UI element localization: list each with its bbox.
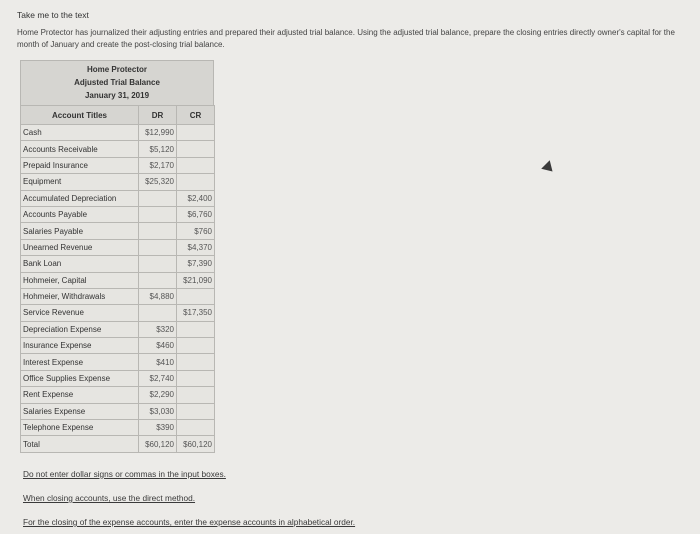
table-row <box>21 272 215 288</box>
dr-cell <box>139 190 177 206</box>
total-cr: $60,120 <box>177 436 215 452</box>
table-row <box>21 420 215 436</box>
trial-balance-table <box>20 105 215 453</box>
account-cell: Depreciation Expense <box>21 321 139 337</box>
table-row <box>21 223 215 239</box>
cr-cell: $4,370 <box>177 239 215 255</box>
account-cell: Office Supplies Expense <box>21 370 139 386</box>
cr-cell <box>177 370 215 386</box>
account-cell: Telephone Expense <box>21 420 139 436</box>
table-row <box>21 190 215 206</box>
table-row <box>21 239 215 255</box>
cr-cell <box>177 403 215 419</box>
cr-cell: $2,400 <box>177 190 215 206</box>
account-cell: Insurance Expense <box>21 338 139 354</box>
cr-cell <box>177 125 215 141</box>
dr-cell: $4,880 <box>139 288 177 304</box>
table-row <box>21 305 215 321</box>
col-header-dr: DR <box>139 106 177 125</box>
dr-cell <box>139 223 177 239</box>
account-cell: Accounts Payable <box>21 206 139 222</box>
note-direct-method: When closing accounts, use the direct method. <box>23 493 196 503</box>
table-row <box>21 370 215 386</box>
table-row <box>21 157 215 173</box>
account-cell: Service Revenue <box>21 305 139 321</box>
account-cell: Accumulated Depreciation <box>21 190 139 206</box>
cr-cell <box>177 387 215 403</box>
table-row <box>21 206 215 222</box>
cr-cell: $17,350 <box>177 305 215 321</box>
account-cell: Equipment <box>21 174 139 190</box>
dr-cell: $2,170 <box>139 157 177 173</box>
cr-cell <box>177 338 215 354</box>
dr-cell <box>139 239 177 255</box>
note-no-dollar-signs: Do not enter dollar signs or commas in the input boxes. <box>23 469 226 479</box>
dr-cell: $390 <box>139 420 177 436</box>
table-row <box>21 321 215 337</box>
table-row <box>21 174 215 190</box>
col-header-account: Account Titles <box>21 106 139 125</box>
dr-cell: $12,990 <box>139 125 177 141</box>
cr-cell <box>177 354 215 370</box>
cr-cell: $6,760 <box>177 206 215 222</box>
table-row <box>21 354 215 370</box>
trial-balance-header <box>20 60 214 105</box>
cr-cell <box>177 321 215 337</box>
total-row <box>21 436 215 452</box>
cr-cell: $760 <box>177 223 215 239</box>
dr-cell: $2,290 <box>139 387 177 403</box>
total-label: Total <box>21 436 139 452</box>
note-alphabetical-order: For the closing of the expense accounts, enter the expense accounts in alphabetical order. <box>23 517 356 527</box>
take-me-to-text-link[interactable]: Take me to the text <box>17 10 89 20</box>
account-cell: Accounts Receivable <box>21 141 139 157</box>
cursor-arrow-icon <box>541 160 557 176</box>
company-name: Home Protector <box>86 65 147 74</box>
dr-cell: $2,740 <box>139 370 177 386</box>
cr-cell <box>177 157 215 173</box>
table-row <box>21 125 215 141</box>
account-cell: Unearned Revenue <box>21 239 139 255</box>
table-row <box>21 288 215 304</box>
dr-cell: $320 <box>139 321 177 337</box>
dr-cell: $5,120 <box>139 141 177 157</box>
table-header-row <box>21 106 215 125</box>
problem-instructions: Home Protector has journalized their adjusting entries and prepared their adjusted trial balance. Using the adjusted trial balance, prepare the closing entries directly owner's capital for the month of January and create the post-closing trial balance. <box>17 28 675 49</box>
account-cell: Bank Loan <box>21 256 139 272</box>
cr-cell <box>177 174 215 190</box>
dr-cell <box>139 305 177 321</box>
dr-cell: $460 <box>139 338 177 354</box>
adjusted-trial-balance <box>20 60 214 453</box>
dr-cell: $3,030 <box>139 403 177 419</box>
col-header-cr: CR <box>177 106 215 125</box>
dr-cell <box>139 256 177 272</box>
cr-cell: $7,390 <box>177 256 215 272</box>
statement-title: Adjusted Trial Balance <box>74 78 160 87</box>
account-cell: Interest Expense <box>21 354 139 370</box>
account-cell: Cash <box>21 125 139 141</box>
total-dr: $60,120 <box>139 436 177 452</box>
table-row <box>21 141 215 157</box>
table-row <box>21 387 215 403</box>
dr-cell <box>139 272 177 288</box>
account-cell: Rent Expense <box>21 387 139 403</box>
account-cell: Hohmeier, Withdrawals <box>21 288 139 304</box>
dr-cell: $25,320 <box>139 174 177 190</box>
table-row <box>21 338 215 354</box>
cr-cell <box>177 420 215 436</box>
account-cell: Salaries Payable <box>21 223 139 239</box>
account-cell: Prepaid Insurance <box>21 157 139 173</box>
account-cell: Hohmeier, Capital <box>21 272 139 288</box>
statement-date: January 31, 2019 <box>84 91 150 100</box>
dr-cell <box>139 206 177 222</box>
table-row <box>21 403 215 419</box>
cr-cell <box>177 288 215 304</box>
account-cell: Salaries Expense <box>21 403 139 419</box>
cr-cell <box>177 141 215 157</box>
cr-cell: $21,090 <box>177 272 215 288</box>
dr-cell: $410 <box>139 354 177 370</box>
table-row <box>21 256 215 272</box>
